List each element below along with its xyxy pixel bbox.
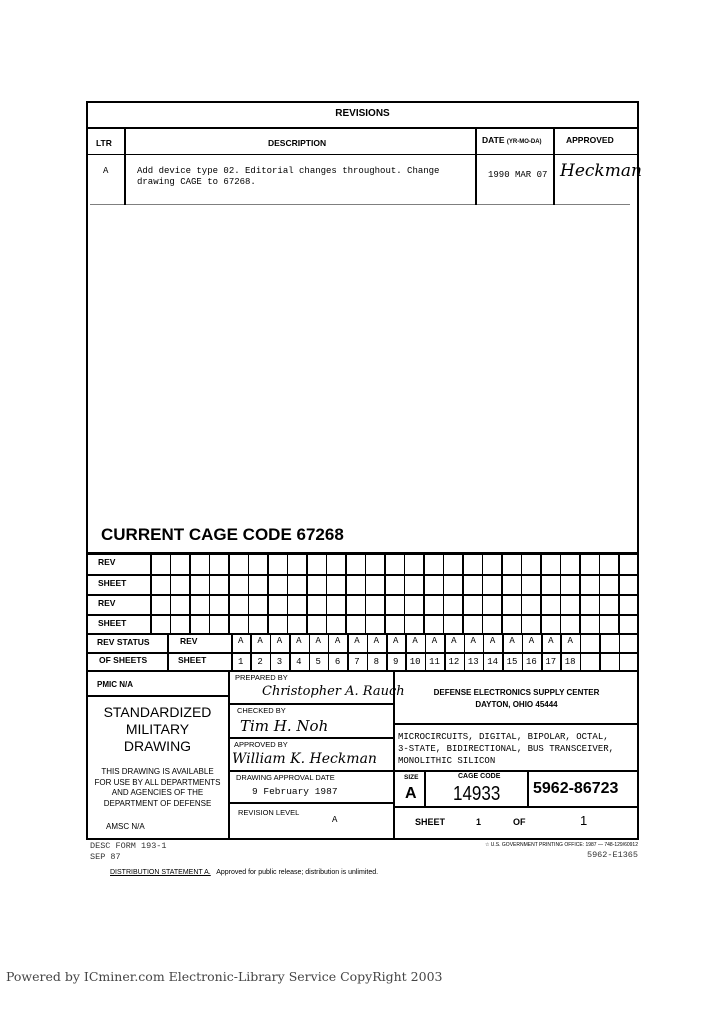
- grid-line: [404, 594, 406, 614]
- grid-line: [501, 574, 503, 594]
- sheet-number-cell: 13: [467, 657, 479, 667]
- grid-line: [618, 594, 620, 614]
- grid-line: [404, 553, 406, 574]
- rev-status-cell: A: [567, 636, 573, 646]
- grid-line: [443, 553, 445, 574]
- rev-status-cell: A: [237, 636, 244, 646]
- drawing-title: MICROCIRCUITS, DIGITAL, BIPOLAR, OCTAL, 3-STATE, BIDIRECTIONAL, BUS TRANSCEIVER, MONOLITHIC SILICON: [398, 732, 615, 766]
- availability-note: THIS DRAWING IS AVAILABLE FOR USE BY ALL DEPARTMENTS AND AGENCIES OF THE DEPARTMENT OF DEFENSE: [94, 767, 221, 808]
- grid-line: [482, 614, 484, 633]
- grid-line: [209, 614, 211, 633]
- grid-line: [579, 614, 581, 633]
- prepared-signature: Christopher A. Rauch: [262, 684, 405, 699]
- sheet-number-cell: 3: [276, 657, 283, 667]
- prepared-label: PREPARED BY: [235, 673, 288, 682]
- grid-line: [599, 553, 601, 574]
- approved-header: APPROVED: [566, 135, 614, 145]
- grid-line: [170, 594, 172, 614]
- grid-line: [482, 553, 484, 574]
- powered-by: Powered by ICminer.com Electronic-Library Service CopyRight 2003: [6, 969, 443, 984]
- sheet-number-cell: 6: [334, 657, 341, 667]
- grid-line: [150, 574, 152, 594]
- grid-line: [170, 553, 172, 574]
- grid-line: [540, 594, 542, 614]
- rev-status-cell: A: [489, 636, 496, 646]
- grid-line: [306, 553, 308, 574]
- revision-description: Add device type 02. Editorial changes throughout. Change drawing CAGE to 67268.: [137, 166, 440, 187]
- sheet-number-cell: 8: [373, 657, 380, 667]
- grid-line: [580, 633, 582, 671]
- date-header: DATE (YR-MO-DA): [482, 135, 542, 145]
- sheet-label: SHEET: [415, 817, 446, 827]
- document-code: 5962-E1365: [586, 850, 638, 860]
- grid-label: SHEET: [98, 618, 127, 628]
- grid-line: [189, 594, 191, 614]
- rev-status-cell: A: [257, 636, 263, 646]
- checked-label: CHECKED BY: [237, 706, 286, 715]
- ltr-header: LTR: [96, 138, 112, 148]
- grid-line: [443, 574, 445, 594]
- status-rev-label: REV: [180, 636, 198, 646]
- grid-line: [209, 574, 211, 594]
- grid-line: [86, 652, 639, 654]
- grid-line: [209, 553, 211, 574]
- grid-line: [365, 553, 367, 574]
- grid-line: [482, 594, 484, 614]
- sheet-number-cell: 5: [315, 657, 321, 667]
- grid-line: [209, 594, 211, 614]
- grid-line: [443, 594, 445, 614]
- grid-line: [443, 614, 445, 633]
- gpo-note: ☆ U.S. GOVERNMENT PRINTING OFFICE: 1987 — 748-129/60912: [484, 842, 638, 848]
- sheet-number-cell: 18: [564, 657, 576, 667]
- grid-line: [170, 574, 172, 594]
- grid-line: [248, 574, 250, 594]
- grid-line: [326, 614, 328, 633]
- grid-line: [267, 553, 269, 574]
- grid-line: [345, 594, 347, 614]
- revision-level: A: [332, 815, 338, 825]
- grid-line: [423, 594, 425, 614]
- sheet-number-cell: 12: [448, 657, 460, 667]
- sheet-number-cell: 9: [393, 657, 399, 667]
- current-cage-code: CURRENT CAGE CODE 67268: [101, 525, 344, 544]
- size-label: SIZE: [404, 774, 419, 781]
- grid-line: [618, 574, 620, 594]
- revision-level-label: REVISION LEVEL: [238, 808, 300, 817]
- grid-line: [248, 614, 250, 633]
- approved-signature: Heckman: [560, 161, 642, 181]
- grid-line: [248, 594, 250, 614]
- grid-line: [521, 614, 523, 633]
- grid-line: [384, 614, 386, 633]
- grid-line: [326, 574, 328, 594]
- cage-code-value: 14933: [453, 783, 501, 805]
- rev-status-cell: A: [509, 636, 515, 646]
- grid-line: [579, 594, 581, 614]
- grid-line: [150, 594, 152, 614]
- of-label: OF: [513, 817, 526, 827]
- grid-line: [560, 594, 562, 614]
- distribution-statement: DISTRIBUTION STATEMENT A. Approved for public release; distribution is unlimited.: [110, 869, 379, 876]
- grid-line: [501, 614, 503, 633]
- rev-status-cell: A: [354, 636, 360, 646]
- rev-status-cell: A: [315, 636, 321, 646]
- pmic: PMIC N/A: [97, 680, 133, 689]
- cage-code-label: CAGE CODE: [458, 773, 501, 780]
- grid-line: [560, 553, 562, 574]
- drawing-number: 5962-86723: [533, 780, 619, 797]
- grid-line: [267, 574, 269, 594]
- grid-line: [599, 633, 601, 671]
- grid-line: [579, 553, 581, 574]
- grid-line: [521, 553, 523, 574]
- status-sheet-label: SHEET: [178, 655, 207, 665]
- grid-line: [306, 614, 308, 633]
- grid-line: [423, 553, 425, 574]
- grid-label: SHEET: [98, 578, 127, 588]
- grid-line: [404, 614, 406, 633]
- sheet-number-cell: 10: [409, 657, 421, 667]
- grid-line: [599, 594, 601, 614]
- rev-status-cell: A: [373, 636, 380, 646]
- grid-line: [482, 574, 484, 594]
- grid-line: [540, 574, 542, 594]
- grid-line: [423, 614, 425, 633]
- sheet-number-cell: 4: [296, 657, 302, 667]
- grid-line: [618, 614, 620, 633]
- grid-line: [287, 553, 289, 574]
- sheet-number-cell: 14: [487, 657, 499, 667]
- grid-line: [345, 614, 347, 633]
- size-value: A: [405, 785, 417, 802]
- grid-line: [579, 574, 581, 594]
- form-number: DESC FORM 193-1 SEP 87: [90, 841, 167, 862]
- grid-line: [365, 594, 367, 614]
- grid-line: [287, 614, 289, 633]
- grid-line: [501, 553, 503, 574]
- grid-line: [150, 614, 152, 633]
- rev-status-cell: A: [548, 636, 554, 646]
- grid-line: [423, 574, 425, 594]
- approval-date: 9 February 1987: [252, 786, 338, 797]
- grid-line: [150, 553, 152, 574]
- rev-status-cell: A: [276, 636, 283, 646]
- grid-line: [228, 574, 230, 594]
- rev-status-label-2: OF SHEETS: [99, 655, 148, 665]
- grid-line: [86, 633, 639, 635]
- grid-line: [228, 614, 230, 633]
- sheet-number-cell: 16: [525, 657, 537, 667]
- grid-label: REV: [98, 598, 116, 608]
- rev-status-cell: A: [393, 636, 399, 646]
- grid-line: [228, 594, 230, 614]
- amsc: AMSC N/A: [106, 822, 145, 831]
- grid-line: [462, 574, 464, 594]
- sheet-number-cell: 7: [354, 657, 360, 667]
- grid-line: [326, 594, 328, 614]
- grid-line: [384, 574, 386, 594]
- sheet-total: 1: [580, 813, 588, 828]
- agency: DEFENSE ELECTRONICS SUPPLY CENTER DAYTON, OHIO 45444: [433, 688, 600, 709]
- grid-line: [384, 553, 386, 574]
- sheet-number: 1: [476, 817, 482, 827]
- approved-by-signature: William K. Heckman: [232, 751, 377, 767]
- grid-line: [404, 574, 406, 594]
- rev-status-cell: A: [296, 636, 302, 646]
- grid-line: [365, 574, 367, 594]
- grid-line: [167, 633, 169, 671]
- grid-line: [619, 633, 621, 671]
- grid-line: [540, 614, 542, 633]
- standardized-military-drawing: STANDARDIZED MILITARY DRAWING: [103, 704, 212, 754]
- grid-label: REV: [98, 557, 116, 567]
- grid-line: [384, 594, 386, 614]
- grid-line: [462, 614, 464, 633]
- sheet-number-cell: 2: [257, 657, 263, 667]
- rev-status-cell: A: [451, 636, 457, 646]
- rev-status-cell: A: [528, 636, 535, 646]
- sheet-number-cell: 11: [429, 657, 440, 667]
- grid-line: [599, 574, 601, 594]
- sheet-number-cell: 1: [237, 657, 244, 667]
- grid-line: [462, 553, 464, 574]
- checked-signature: Tim H. Noh: [240, 717, 329, 735]
- grid-line: [345, 553, 347, 574]
- revision-ltr: A: [103, 166, 109, 176]
- grid-line: [345, 574, 347, 594]
- grid-line: [540, 553, 542, 574]
- grid-line: [170, 614, 172, 633]
- grid-line: [560, 614, 562, 633]
- grid-line: [521, 574, 523, 594]
- rev-status-cell: A: [334, 636, 341, 646]
- grid-line: [326, 553, 328, 574]
- grid-line: [306, 574, 308, 594]
- sheet-number-cell: 17: [545, 657, 557, 667]
- rev-status-cell: A: [412, 636, 418, 646]
- sheet-number-cell: 15: [506, 657, 518, 667]
- grid-line: [189, 574, 191, 594]
- description-header: DESCRIPTION: [268, 138, 327, 148]
- grid-line: [267, 594, 269, 614]
- rev-status-cell: A: [431, 636, 438, 646]
- grid-line: [365, 614, 367, 633]
- grid-line: [501, 594, 503, 614]
- revisions-title: REVISIONS: [335, 108, 390, 119]
- rev-status-label-1: REV STATUS: [97, 637, 150, 647]
- grid-line: [287, 594, 289, 614]
- approved-by-label: APPROVED BY: [234, 740, 288, 749]
- grid-line: [599, 614, 601, 633]
- grid-line: [306, 594, 308, 614]
- grid-line: [618, 553, 620, 574]
- grid-line: [189, 614, 191, 633]
- grid-line: [267, 614, 269, 633]
- grid-line: [248, 553, 250, 574]
- grid-line: [560, 574, 562, 594]
- grid-line: [521, 594, 523, 614]
- grid-line: [462, 594, 464, 614]
- revision-date: 1990 MAR 07: [488, 170, 548, 180]
- grid-line: [228, 553, 230, 574]
- grid-line: [287, 574, 289, 594]
- grid-line: [189, 553, 191, 574]
- rev-status-cell: A: [470, 636, 476, 646]
- approval-date-label: DRAWING APPROVAL DATE: [236, 773, 335, 782]
